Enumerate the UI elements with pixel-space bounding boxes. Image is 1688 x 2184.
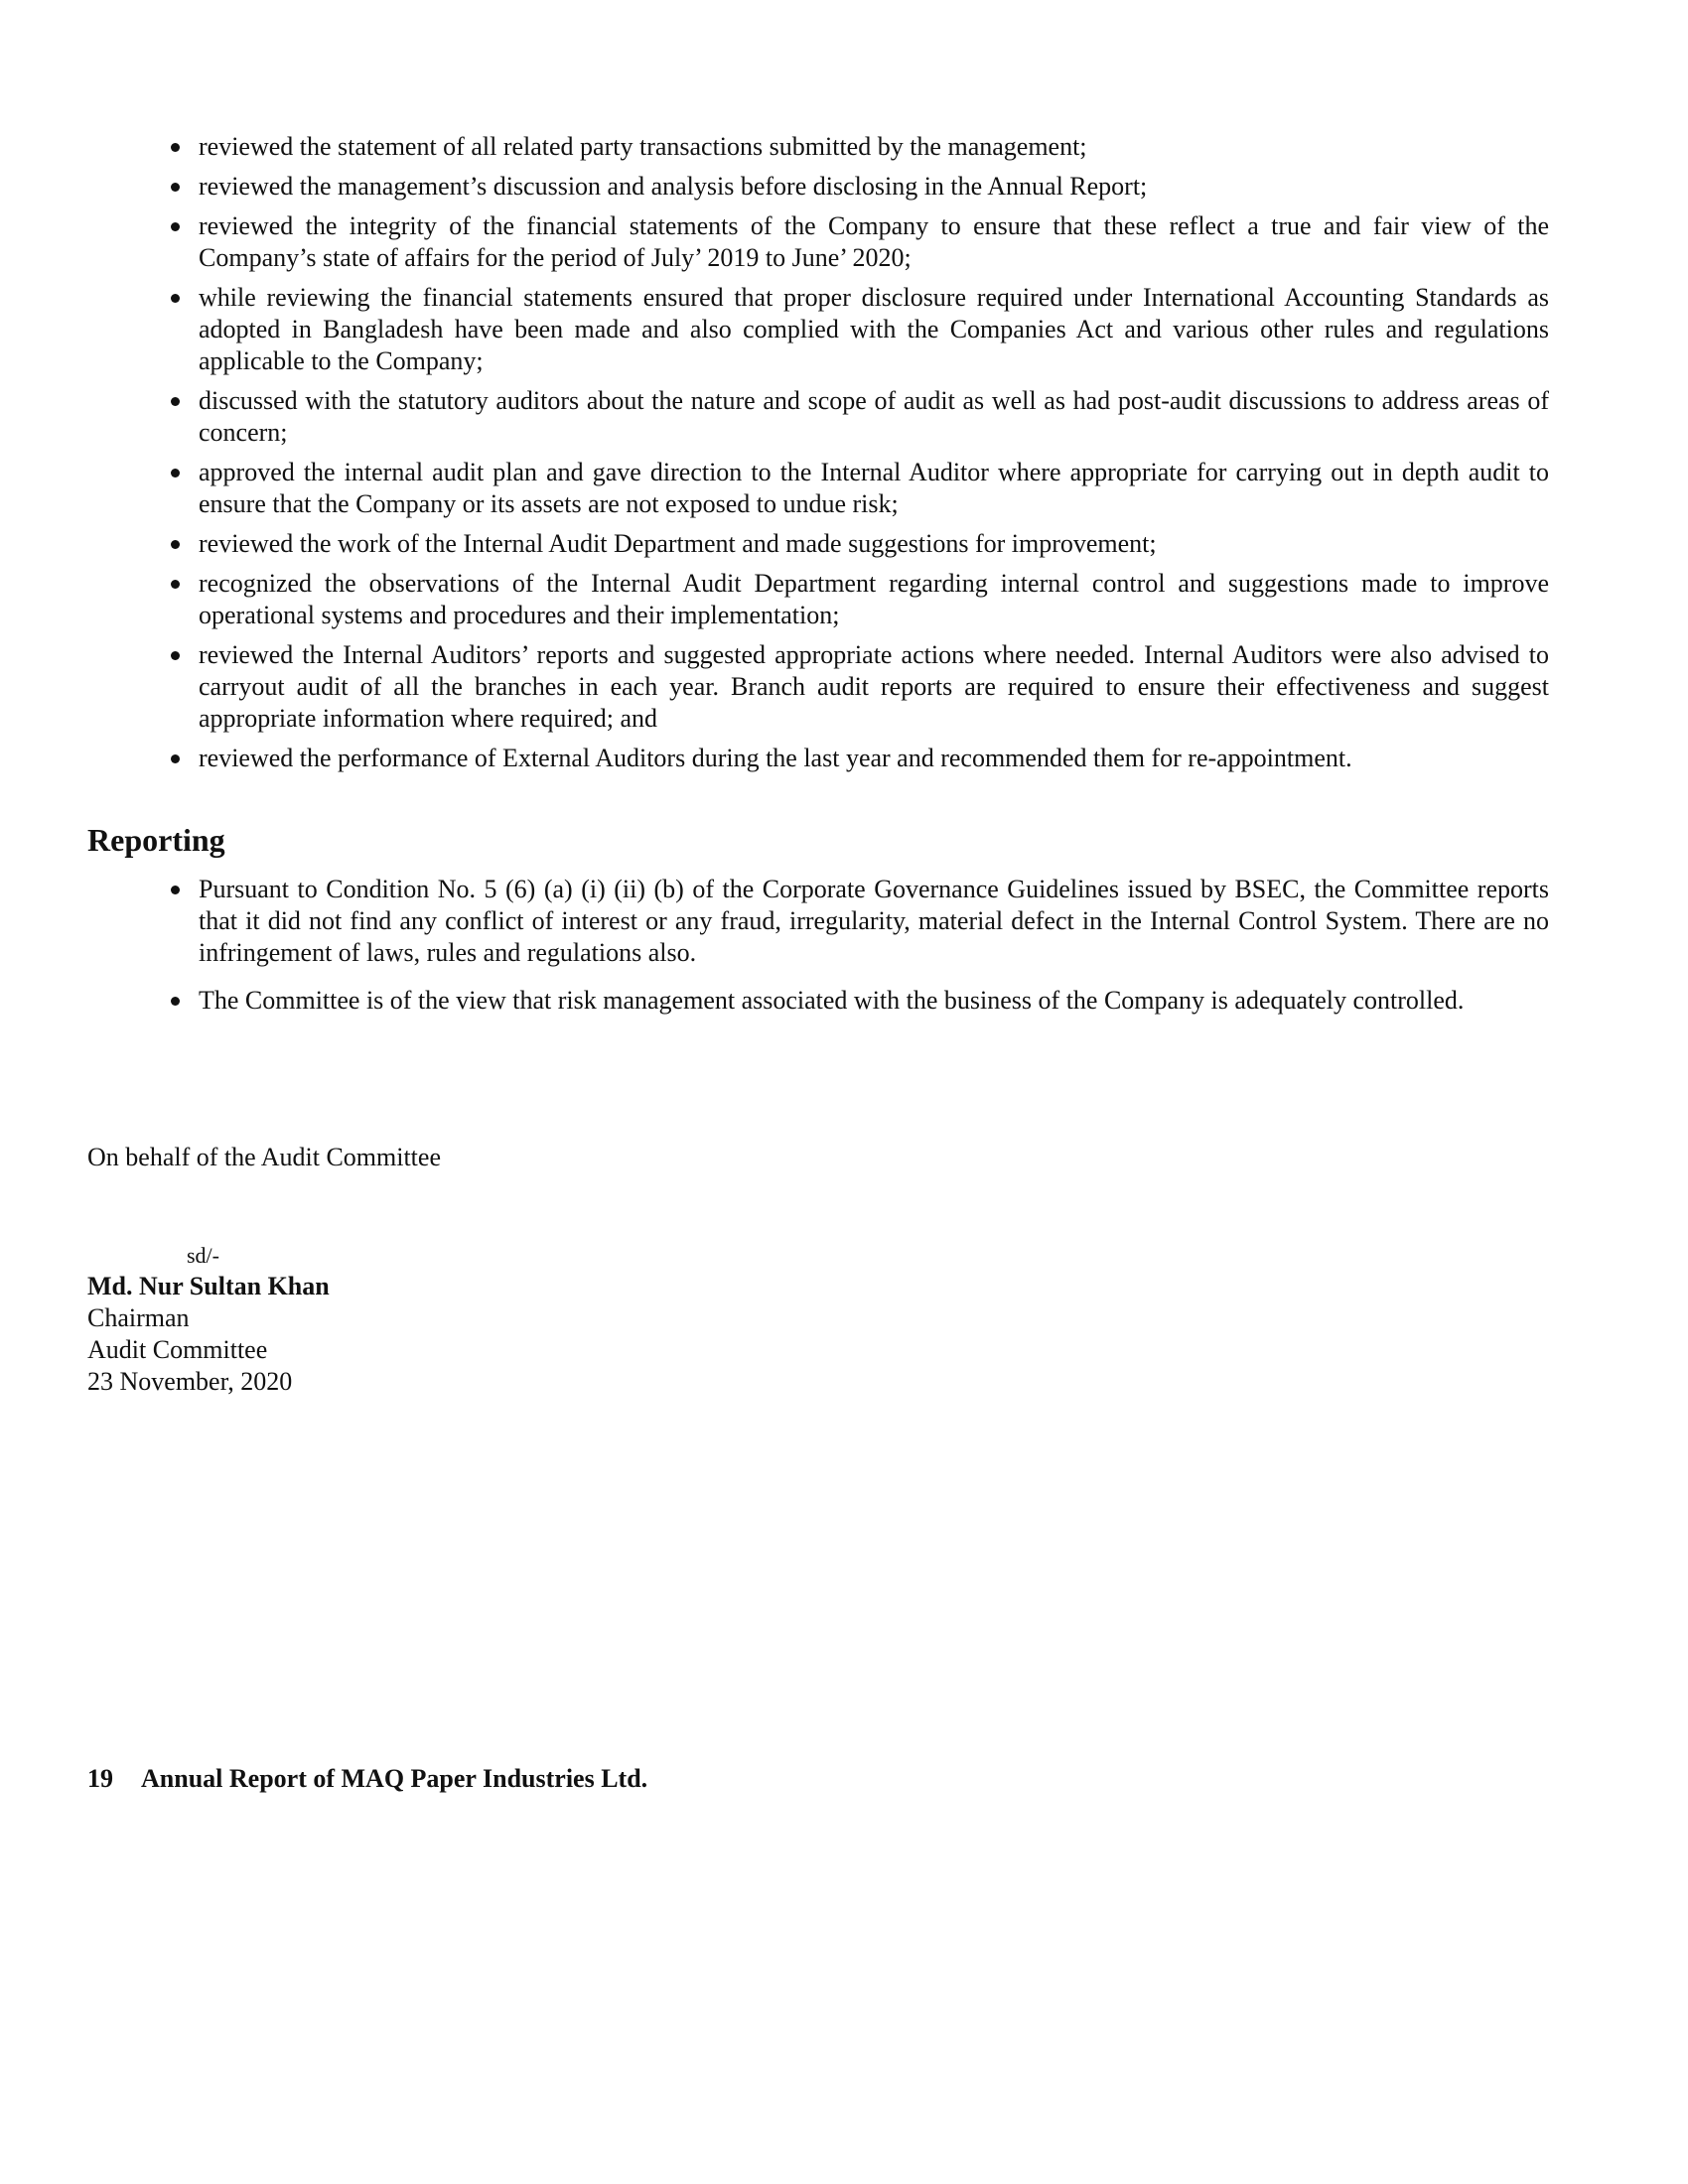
bullet-icon	[171, 294, 180, 303]
signature-mark: sd/-	[187, 1243, 219, 1268]
bullet-icon	[171, 540, 180, 549]
list-item-text: reviewed the Internal Auditors’ reports and suggested appropriate actions where needed. Internal Auditors were also advised to carryout audit of all the branches in each year. Branch audit reports are required to ensure their effectiveness and suggest appropriate information where required; and	[199, 640, 1549, 733]
bullet-icon	[171, 143, 180, 152]
list-item	[171, 131, 1549, 163]
signature-block	[87, 1271, 330, 1398]
page-footer	[87, 1763, 647, 1795]
reporting-heading: Reporting	[87, 822, 225, 858]
list-item-text: reviewed the management’s discussion and analysis before disclosing in the Annual Report;	[199, 172, 1148, 201]
reporting-list	[171, 874, 1549, 1032]
list-item	[171, 568, 1549, 631]
bullet-icon	[171, 997, 180, 1006]
list-item	[171, 639, 1549, 735]
list-item-text: reviewed the work of the Internal Audit Department and made suggestions for improvement;	[199, 529, 1157, 558]
list-item-text: The Committee is of the view that risk management associated with the business of the Company is adequately controlled.	[199, 986, 1465, 1015]
signatory-name: Md. Nur Sultan Khan	[87, 1272, 330, 1300]
list-item-text: reviewed the integrity of the financial statements of the Company to ensure that these reflect a true and fair view of the Company’s state of affairs for the period of July’ 2019 to June’ 2020;	[199, 211, 1549, 272]
list-item	[171, 985, 1549, 1017]
audit-activities-list	[171, 131, 1549, 782]
page-number: 19	[87, 1764, 113, 1793]
bullet-icon	[171, 222, 180, 231]
on-behalf-text: On behalf of the Audit Committee	[87, 1143, 441, 1171]
list-item	[171, 743, 1549, 774]
signatory-title: Chairman	[87, 1303, 190, 1332]
list-item	[171, 171, 1549, 203]
list-item-text: reviewed the statement of all related party transactions submitted by the management;	[199, 132, 1087, 161]
list-item-text: while reviewing the financial statements ensured that proper disclosure required under International Accounting Standards as adopted in Bangladesh have been made and also complied with the Companies Act and various other rules and regulations applicable to the Company;	[199, 283, 1549, 375]
list-item	[171, 282, 1549, 377]
list-item-text: recognized the observations of the Internal Audit Department regarding internal control and suggestions made to improve operational systems and procedures and their implementation;	[199, 569, 1549, 629]
footer-title: Annual Report of MAQ Paper Industries Ltd.	[141, 1764, 648, 1793]
list-item	[171, 457, 1549, 520]
bullet-icon	[171, 754, 180, 763]
list-item	[171, 874, 1549, 969]
bullet-icon	[171, 651, 180, 660]
list-item-text: discussed with the statutory auditors about the nature and scope of audit as well as had post-audit discussions to address areas of concern;	[199, 386, 1549, 447]
bullet-icon	[171, 886, 180, 894]
list-item	[171, 385, 1549, 449]
list-item-text: reviewed the performance of External Auditors during the last year and recommended them for re-appointment.	[199, 744, 1352, 772]
bullet-icon	[171, 397, 180, 406]
bullet-icon	[171, 183, 180, 192]
bullet-icon	[171, 580, 180, 589]
list-item-text: Pursuant to Condition No. 5 (6) (a) (i) (ii) (b) of the Corporate Governance Guidelines issued by BSEC, the Committee reports that it did not find any conflict of interest or any fraud, irregularity, material defect in the Internal Control System. There are no infringement of laws, rules and regulations also.	[199, 875, 1549, 967]
bullet-icon	[171, 469, 180, 478]
signature-date: 23 November, 2020	[87, 1367, 293, 1396]
list-item-text: approved the internal audit plan and gave direction to the Internal Auditor where appropriate for carrying out in depth audit to ensure that the Company or its assets are not exposed to undue risk;	[199, 458, 1549, 518]
list-item	[171, 528, 1549, 560]
signatory-committee: Audit Committee	[87, 1335, 268, 1364]
list-item	[171, 210, 1549, 274]
